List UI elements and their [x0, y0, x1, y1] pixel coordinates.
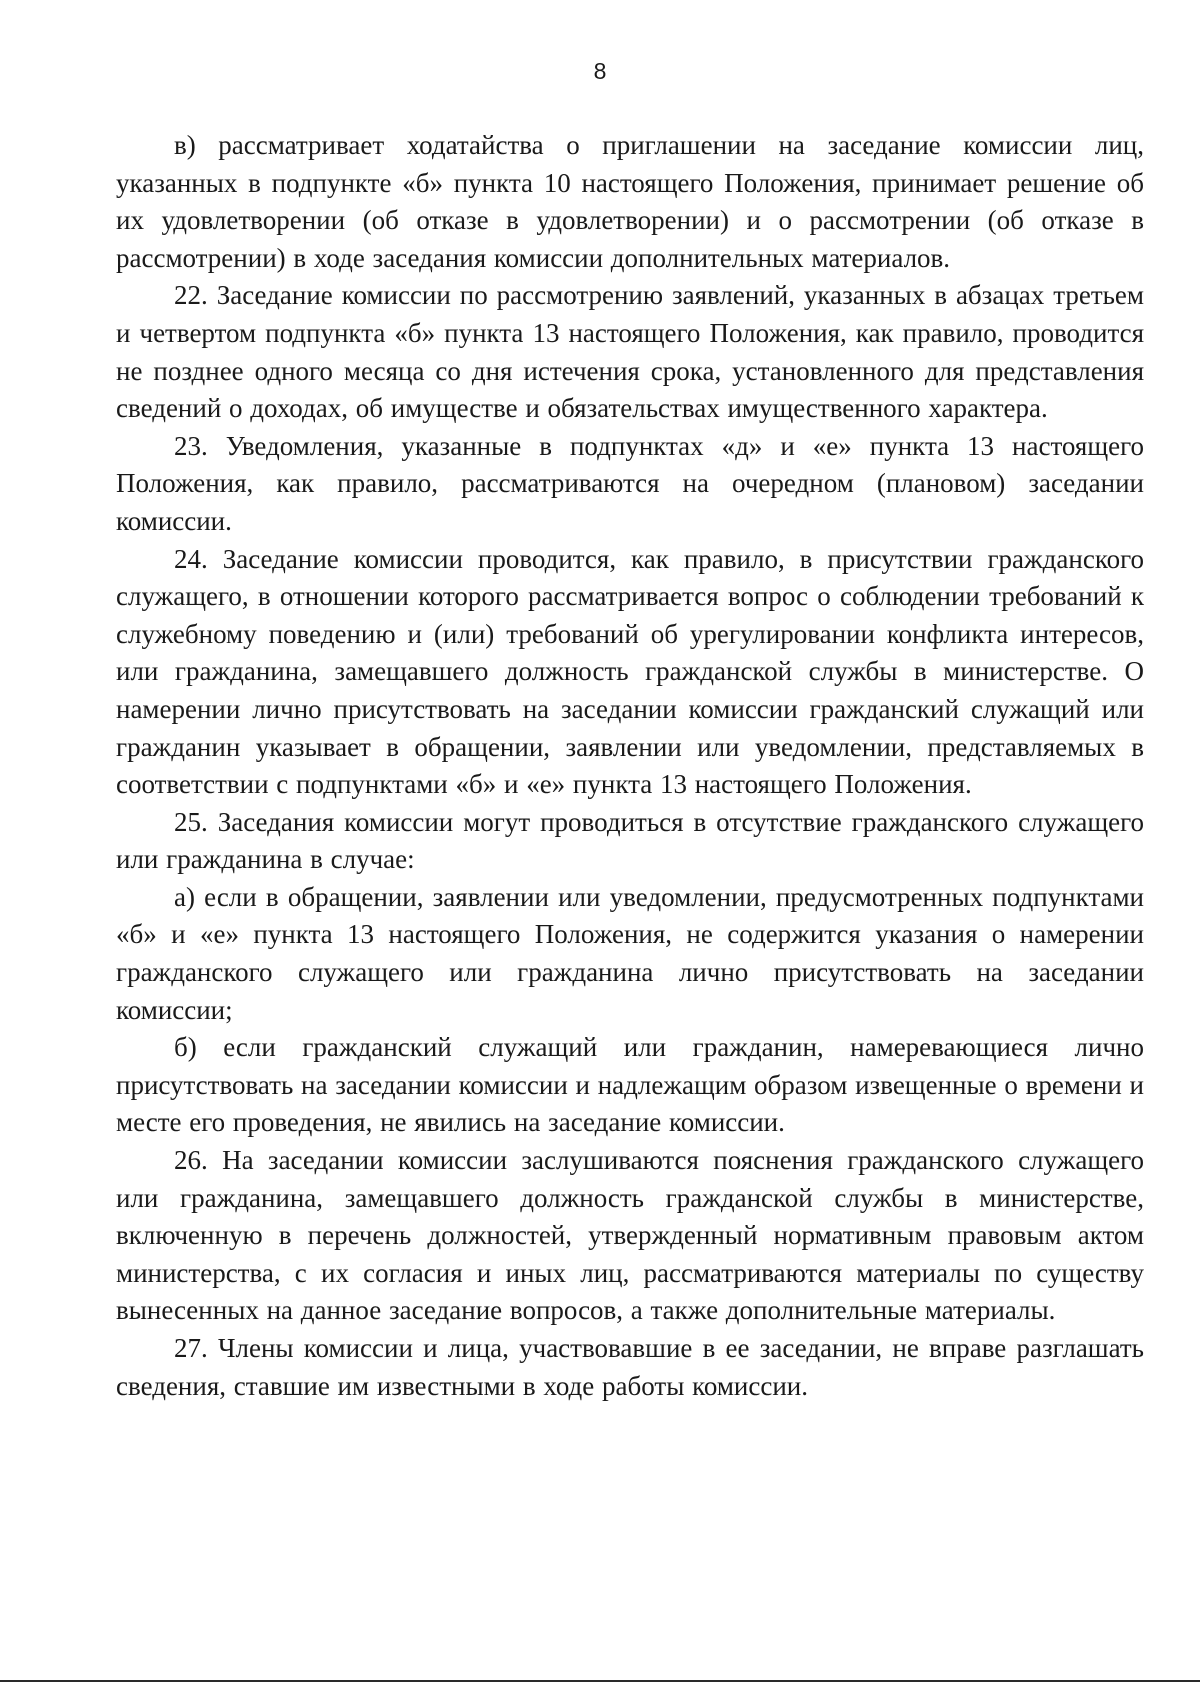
page-number: 8: [593, 58, 607, 84]
paragraph-25: 25. Заседания комиссии могут проводиться в отсутствие гражданского служащего или гражданина в случае:: [116, 806, 1144, 875]
paragraph-22: 22. Заседание комиссии по рассмотрению заявлений, указанных в абзацах третьем и четвертом подпункта «б» пункта 13 настоящего Положения, как правило, проводится не позднее одного месяца со дня истечения срока, установленного для представления сведений о доходах, об имуществе и обязательствах имущественного характера.: [116, 280, 1144, 424]
paragraph-26: 26. На заседании комиссии заслушиваются пояснения гражданского служащего или гражданина, замещавшего должность гражданской службы в министерстве, включенную в перечень должностей, утвержденный нормативным правовым актом министерства, с их согласия и иных лиц, рассматриваются материалы по существу вынесенных на данное заседание вопросов, а также дополнительные материалы.: [116, 1145, 1144, 1326]
page-bottom-edge: [0, 1680, 1200, 1682]
paragraph-27: 27. Члены комиссии и лица, участвовавшие в ее заседании, не вправе разглашать сведения, ставшие им известными в ходе работы комиссии.: [116, 1333, 1144, 1401]
paragraph-25-b: б) если гражданский служащий или гражданин, намеревающиеся лично присутствовать на заседании комиссии и надлежащим образом извещенные о времени и месте его проведения, не явились на заседание комиссии.: [116, 1032, 1144, 1138]
paragraph-25-a: а) если в обращении, заявлении или уведомлении, предусмотренных подпунктами «б» и «е» пункта 13 настоящего Положения, не содержится указания о намерении гражданского служащего или гражданина лично присутствовать на заседании комиссии;: [116, 881, 1144, 1025]
paragraph-23: 23. Уведомления, указанные в подпунктах «д» и «е» пункта 13 настоящего Положения, как правило, рассматриваются на очередном (плановом) заседании комиссии.: [116, 430, 1144, 536]
paragraph-24: 24. Заседание комиссии проводится, как правило, в присутствии гражданского служащего, в отношении которого рассматривается вопрос о соблюдении требований к служебному поведению и (или) требований об урегулировании конфликта интересов, или гражданина, замещавшего должность гражданской службы в министерстве. О намерении лично присутствовать на заседании комиссии гражданский служащий или гражданин указывает в обращении, заявлении или уведомлении, представляемых в соответствии с подпунктами «б» и «е» пункта 13 настоящего Положения.: [116, 543, 1144, 800]
document-body: [116, 127, 1144, 1405]
paragraph-v-subitem: в) рассматривает ходатайства о приглашении на заседание комиссии лиц, указанных в подпункте «б» пункта 10 настоящего Положения, принимает решение об их удовлетворении (об отказе в удовлетворении) и о рассмотрении (об отказе в рассмотрении) в ходе заседания комиссии дополнительных материалов.: [116, 130, 1144, 273]
